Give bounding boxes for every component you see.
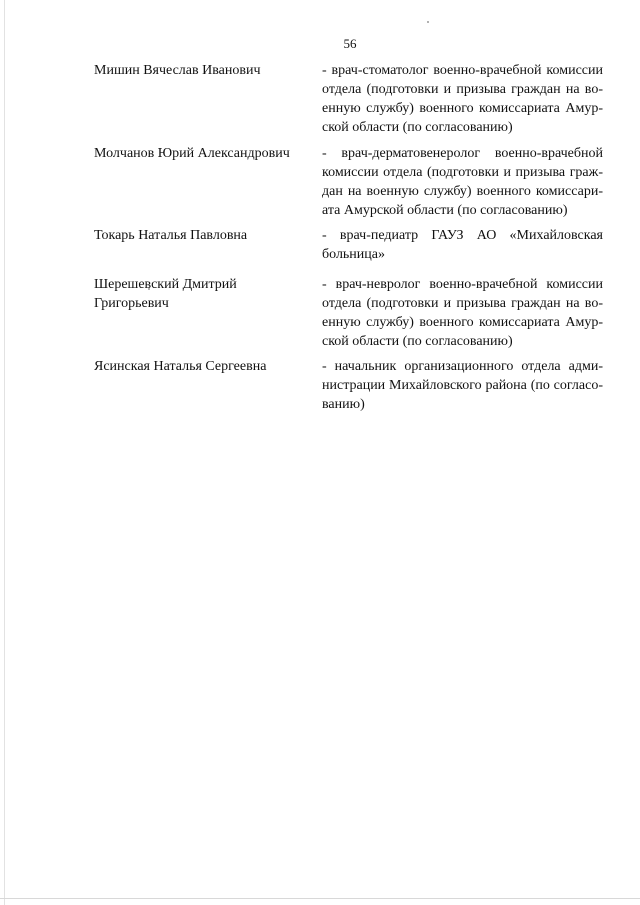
member-role: - врач-невролог военно-врачебной комиссии отдела (подготовки и призыва граждан на военную службу) военного комиссариата Амурской области (по согласованию) [322,277,603,349]
page-number: 56 [343,36,357,51]
member-role: - врач-стоматолог военно-врачебной комиссии отдела (подготовки и призыва граждан на военную службу) военного комиссариата Амурской области (по согласованию) [322,63,603,135]
member-role: - врач-педиатр ГАУЗ АО «Михайловская больница» [322,228,603,262]
member-role: - начальник организационного отдела администрации Михайловского района (по согласованию) [322,359,603,412]
member-name: Шерешевский Дмитрий Григорьевич [94,277,237,311]
member-name: Токарь Наталья Павловна [94,228,248,243]
member-role: - врач-дерматовенеролог военно-врачебной комиссии отдела (подготовки и призыва граждан на военную службу) военного комиссариата Амурской области (по согласованию) [322,146,603,218]
member-name: Мишин Вячеслав Иванович [94,63,261,78]
member-name: Молчанов Юрий Александрович [94,146,290,161]
member-name: Ясинская Наталья Сергеевна [94,359,267,374]
